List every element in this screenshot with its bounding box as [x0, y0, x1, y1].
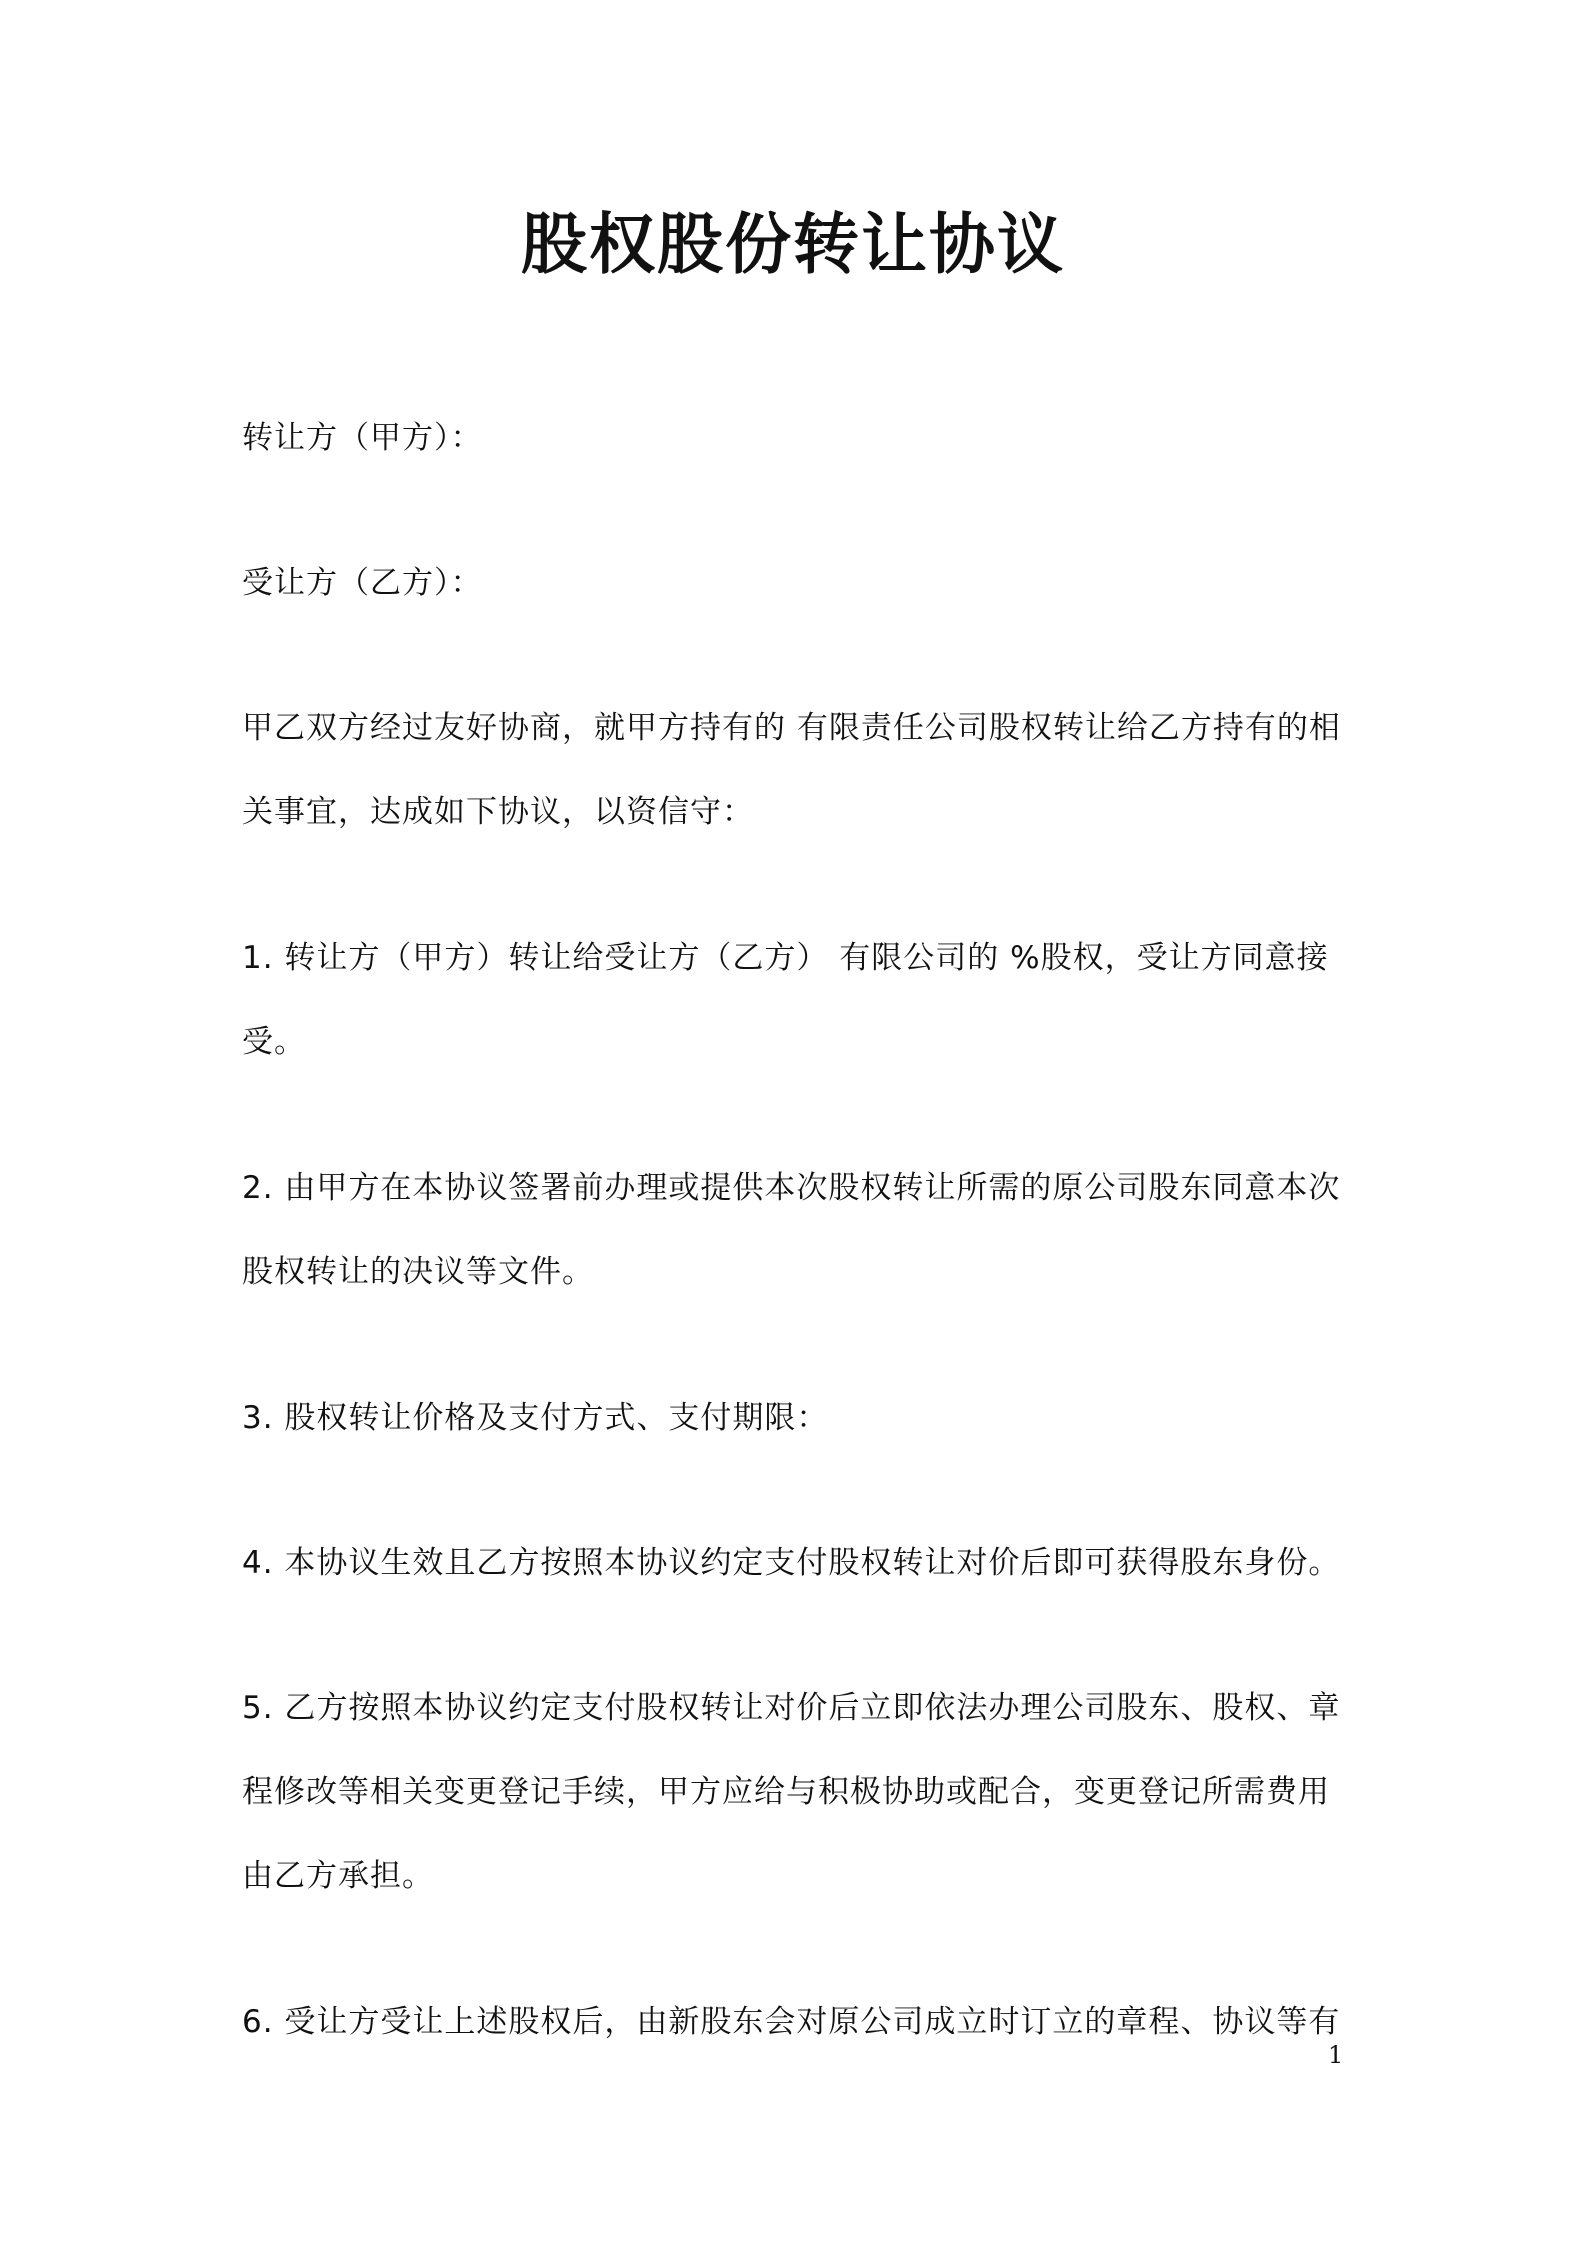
preamble-paragraph: 甲乙双方经过友好协商，就甲方持有的 有限责任公司股权转让给乙方持有的相关事宜，达成如下协议，以资信守： — [242, 710, 1341, 830]
clause-2: 2. 由甲方在本协议签署前办理或提供本次股权转让所需的原公司股东同意本次股权转让的决议等文件。 — [242, 1170, 1341, 1290]
clause-6: 6. 受让方受让上述股权后，由新股东会对原公司成立时订立的章程、协议等有 — [242, 2004, 1341, 2040]
clause-3: 3. 股权转让价格及支付方式、支付期限： — [242, 1400, 829, 1436]
party-a-line: 转让方（甲方）： — [242, 420, 483, 456]
party-b-line: 受让方（乙方）： — [242, 565, 483, 601]
page-number: 1 — [1328, 2041, 1344, 2069]
clause-4: 4. 本协议生效且乙方按照本协议约定支付股权转让对价后即可获得股东身份。 — [242, 1545, 1341, 1581]
clause-5: 5. 乙方按照本协议约定支付股权转让对价后立即依法办理公司股东、股权、章程修改等相关变更登记手续，甲方应给与积极协助或配合，变更登记所需费用由乙方承担。 — [242, 1690, 1341, 1894]
document-title: 股权股份转让协议 — [521, 206, 1065, 283]
clause-1: 1. 转让方（甲方）转让给受让方（乙方） 有限公司的 %股权，受让方同意接受。 — [242, 940, 1329, 1060]
